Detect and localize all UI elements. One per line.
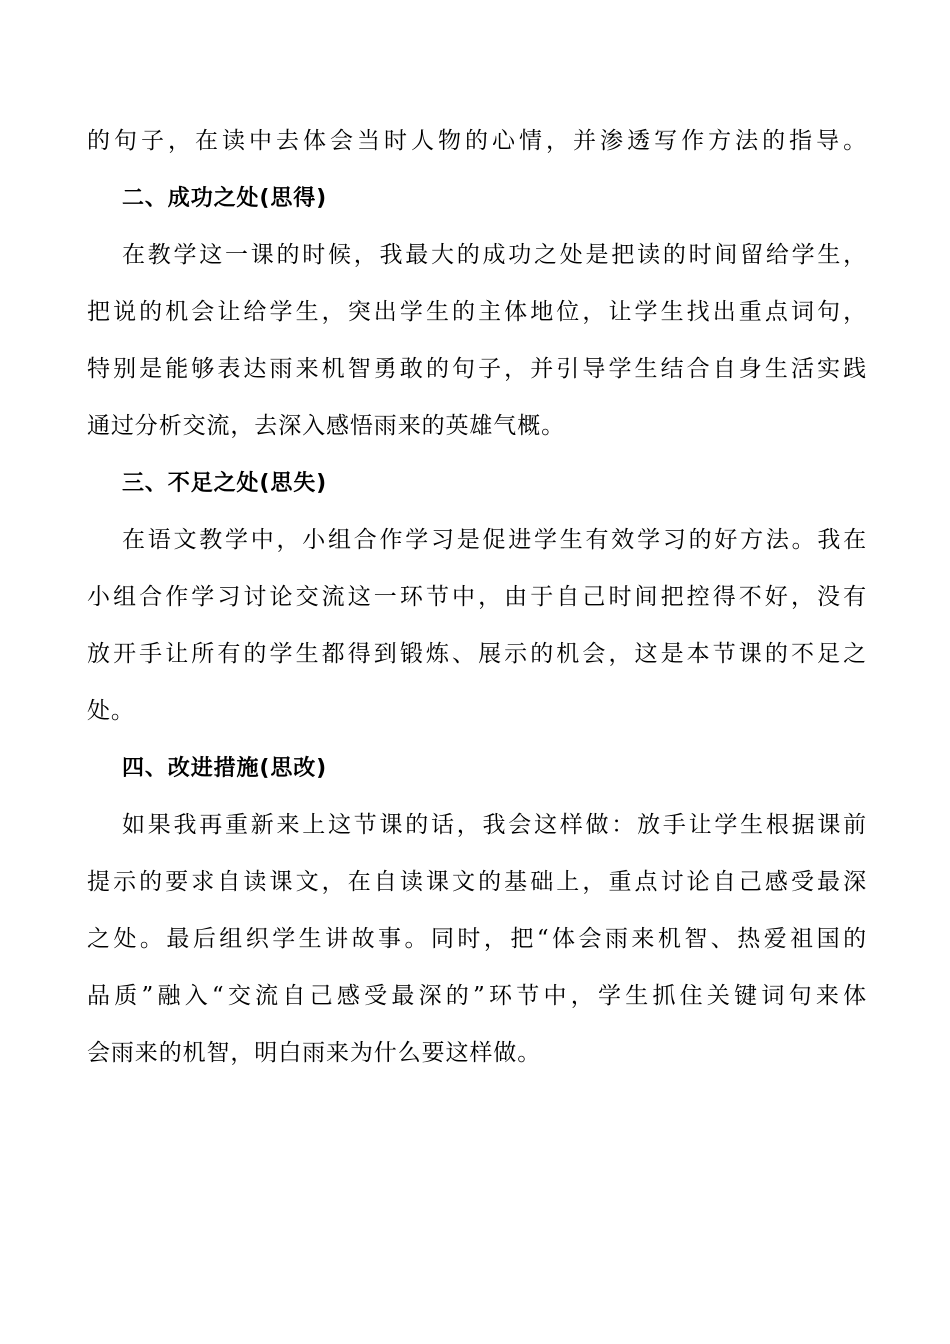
paragraph-line: 在教学这一课的时候，我最大的成功之处是把读的时间留给学生，	[122, 242, 867, 268]
paragraph-line: 放开手让所有的学生都得到锻炼、展示的机会，这是本节课的不足之	[87, 641, 867, 667]
paragraph-line: 把说的机会让给学生，突出学生的主体地位，让学生找出重点词句，	[87, 299, 867, 325]
paragraph-line: 提示的要求自读课文，在自读课文的基础上，重点讨论自己感受最深	[87, 869, 867, 895]
paragraph-line: 特别是能够表达雨来机智勇敢的句子，并引导学生结合自身生活实践	[87, 356, 867, 382]
paragraph-line: 小组合作学习讨论交流这一环节中，由于自己时间把控得不好，没有	[87, 584, 867, 610]
paragraph-line: 的句子，在读中去体会当时人物的心情，并渗透写作方法的指导。	[87, 128, 867, 154]
paragraph-line: 会雨来的机智，明白雨来为什么要这样做。	[87, 1040, 542, 1066]
document-body	[87, 113, 867, 1082]
paragraph-line: 处。	[87, 698, 135, 724]
section-heading-success: 二、成功之处(思得)	[122, 186, 328, 211]
paragraph-line: 如果我再重新来上这节课的话，我会这样做：放手让学生根据课前	[122, 812, 867, 838]
section-heading-shortcoming: 三、不足之处(思失)	[122, 471, 328, 496]
paragraph-line: 在语文教学中，小组合作学习是促进学生有效学习的好方法。我在	[122, 527, 867, 553]
paragraph-line: 品质”融入“交流自己感受最深的”环节中，学生抓住关键词句来体	[87, 983, 867, 1009]
paragraph-line: 之处。最后组织学生讲故事。同时，把“体会雨来机智、热爱祖国的	[87, 926, 867, 952]
paragraph-line: 通过分析交流，去深入感悟雨来的英雄气概。	[87, 413, 565, 439]
section-heading-improvement: 四、改进措施(思改)	[122, 756, 328, 781]
